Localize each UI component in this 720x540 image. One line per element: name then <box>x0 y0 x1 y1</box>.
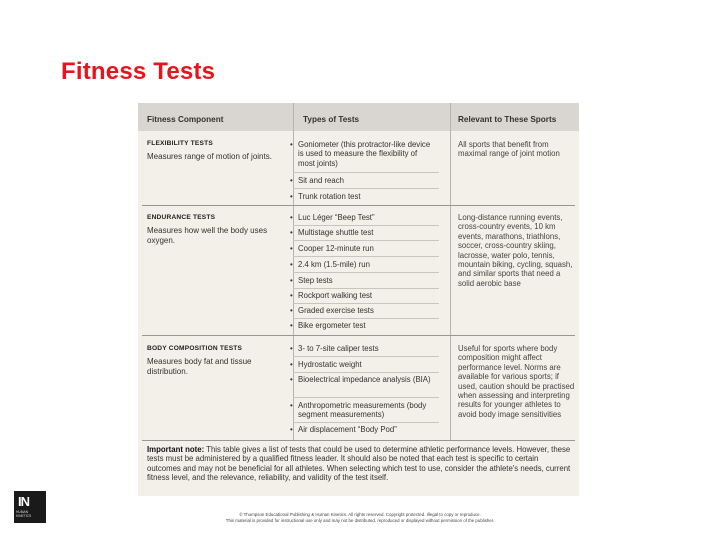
list-divider <box>293 172 439 173</box>
body-composition-sports: Useful for sports where body composition might affect performance level. Norms are available for various sports; if used, caution should be practised when assessing and interpreting results for younger athletes to avoid body image sensitivities <box>458 344 575 419</box>
endurance-sports: Long-distance running events, cross-country events, 10 km events, marathons, triathlons, soccer, cross-country skiing, lacrosse, water polo, tennis, mountain biking, cycling, squash, and similar sports that need a solid aerobic base <box>458 213 573 288</box>
list-item: • Luc Léger “Beep Test” <box>290 213 375 222</box>
row-divider <box>142 440 575 441</box>
list-item: • Bioelectrical impedance analysis (BIA) <box>290 375 431 384</box>
list-divider <box>293 256 439 257</box>
list-item: • Air displacement “Body Pod” <box>290 425 397 434</box>
important-note <box>147 445 573 483</box>
list-divider <box>293 303 439 304</box>
row-divider <box>142 205 575 206</box>
logo-mark: IN <box>18 494 29 509</box>
list-item: • Anthropometric measurements (body segment measurements) <box>290 401 427 420</box>
list-item: • Rockport walking test <box>290 291 373 300</box>
list-item: • 2.4 km (1.5-mile) run <box>290 260 370 269</box>
note-label: Important note: <box>147 445 205 454</box>
list-item: • Bike ergometer test <box>290 321 366 330</box>
publisher-logo <box>14 491 46 523</box>
list-divider <box>293 372 439 373</box>
copyright-notice <box>60 512 660 524</box>
body-composition-description: Measures body fat and tissue distribution. <box>147 357 252 376</box>
list-item: • Hydrostatic weight <box>290 360 362 369</box>
note-text: This table gives a list of tests that could be used to determine athletic performance levels. However, these tests must be administered by a qualified fitness leader. It should also be noted that each test is specific to certain outcomes and may not be beneficial for all athletes. When selecting which test to use, consider the athlete's needs, current fitness level, and the relevance, reliability, and validity of the test itself. <box>147 445 571 483</box>
slide-title: Fitness Tests <box>61 58 216 85</box>
column-divider <box>450 103 451 440</box>
logo-subtext: HUMAN KINETICS <box>16 510 32 518</box>
list-divider <box>293 422 439 423</box>
body-composition-heading: BODY COMPOSITION TESTS <box>147 345 243 352</box>
flexibility-sports: All sports that benefit from maximal range of joint motion <box>458 140 560 159</box>
header-types-of-tests: Types of Tests <box>303 115 360 124</box>
copyright-line: This material is provided for instructional use only and may not be distributed, reproduced or displayed without permission of the publisher. <box>225 518 495 524</box>
list-divider <box>293 356 439 357</box>
list-item: • Cooper 12-minute run <box>290 244 374 253</box>
list-item: • Multistage shuttle test <box>290 228 374 237</box>
list-item: • Step tests <box>290 276 333 285</box>
list-item: • Goniometer (this protractor-like device is used to measure the flexibility of most joints) <box>290 140 431 168</box>
fitness-tests-table <box>138 103 579 496</box>
copyright-line: © Thompson Educational Publishing & Human Kinetics. All rights reserved. Copyright protected. Illegal to copy or reproduce. <box>239 512 481 517</box>
list-divider <box>293 225 439 226</box>
table-header <box>138 103 579 131</box>
list-divider <box>293 272 439 273</box>
endurance-description: Measures how well the body uses oxygen. <box>147 226 268 245</box>
list-divider <box>293 288 439 289</box>
flexibility-heading: FLEXIBILITY TESTS <box>147 140 213 147</box>
flexibility-description: Measures range of motion of joints. <box>147 152 272 161</box>
row-divider <box>142 335 575 336</box>
endurance-heading: ENDURANCE TESTS <box>147 214 216 221</box>
list-divider <box>293 188 439 189</box>
list-divider <box>293 397 439 398</box>
list-item: • Trunk rotation test <box>290 192 361 201</box>
list-divider <box>293 318 439 319</box>
header-fitness-component: Fitness Component <box>147 115 224 124</box>
list-item: • 3- to 7-site caliper tests <box>290 344 379 353</box>
list-divider <box>293 240 439 241</box>
list-item: • Sit and reach <box>290 176 344 185</box>
header-relevant-sports: Relevant to These Sports <box>458 115 557 124</box>
list-item: • Graded exercise tests <box>290 306 374 315</box>
